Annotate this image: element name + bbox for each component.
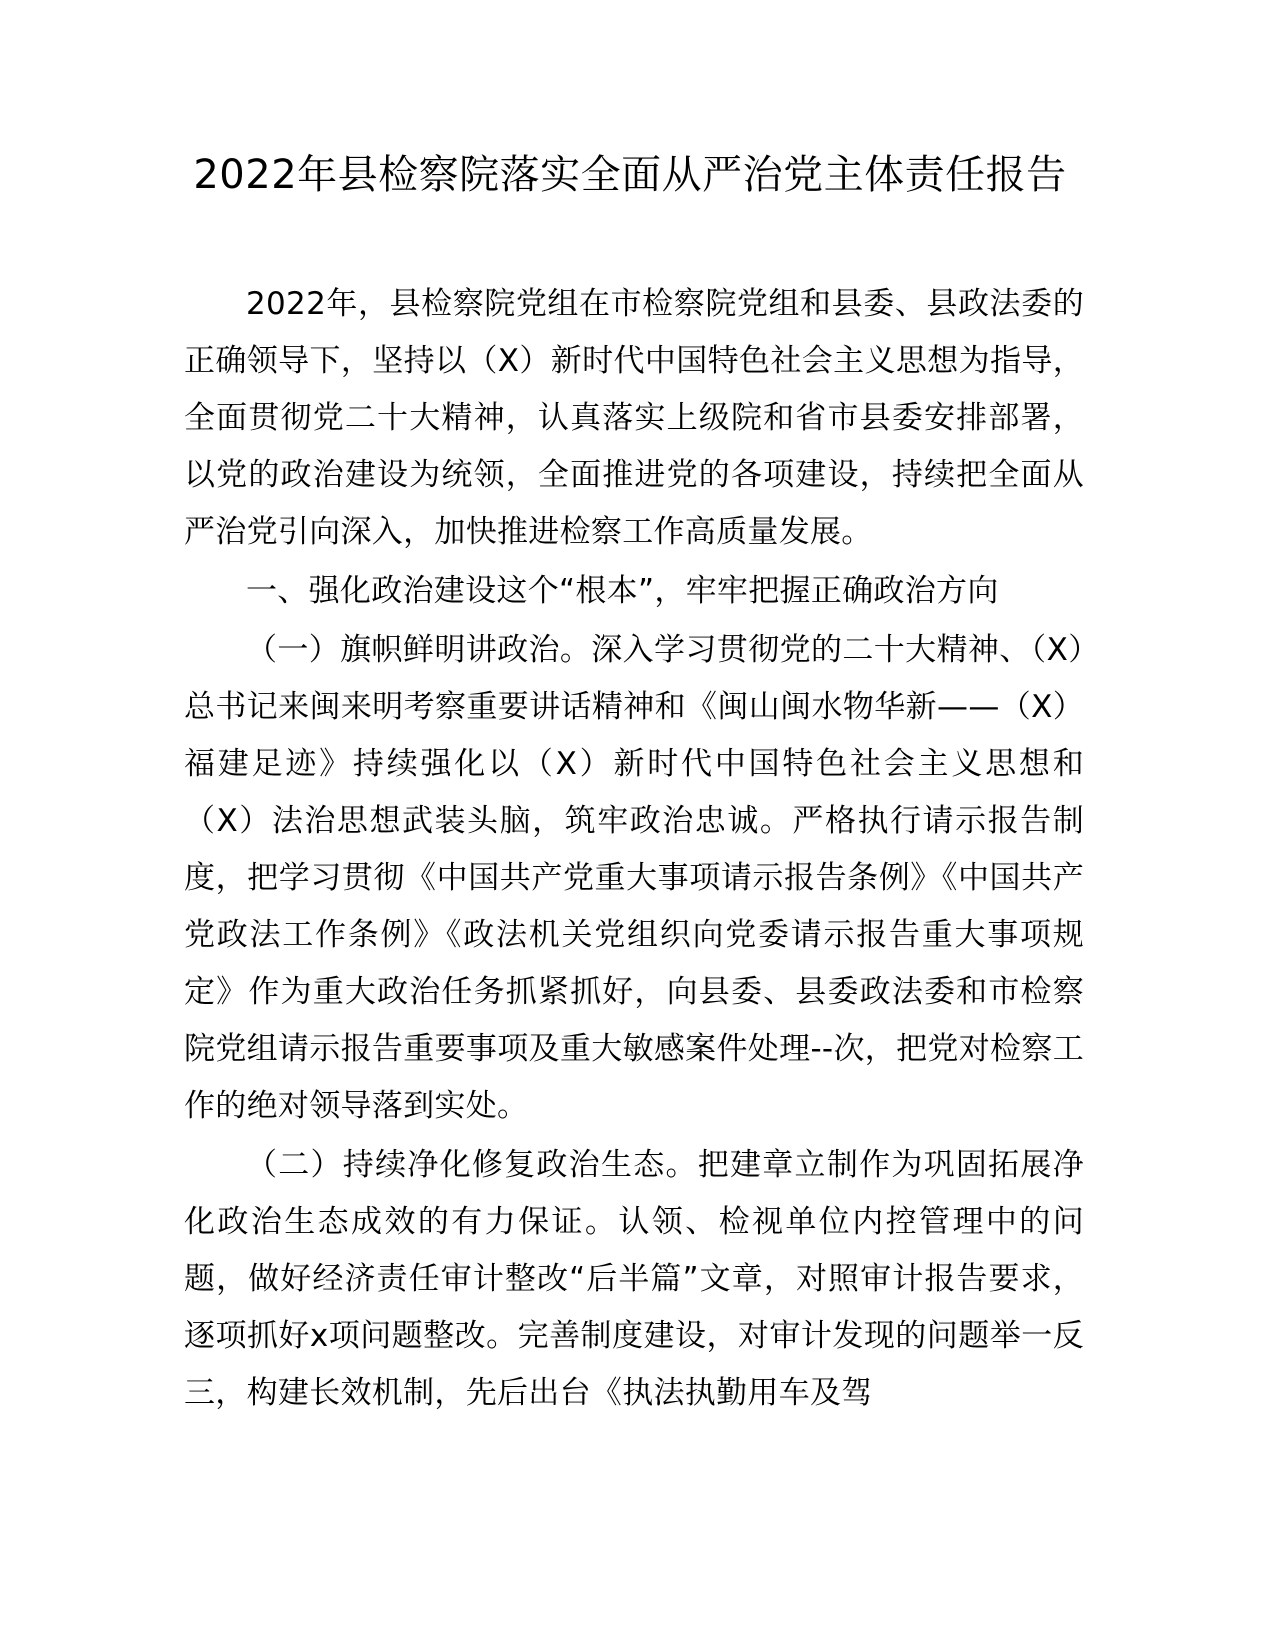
paragraph-subsection-1: （一）旗帜鲜明讲政治。深入学习贯彻党的二十大精神、（X）总书记来闽来明考察重要讲话精神和《闽山闽水物华新——（X）福建足迹》持续强化以（X）新时代中国特色社会主义思想和（X）法治思想武装头脑，筑牢政治忠诚。严格执行请示报告制度，把学习贯彻《中国共产党重大事项请示报告条例》《中国共产党政法工作条例》《政法机关党组织向党委请示报告重大事项规定》作为重大政治任务抓紧抓好，向县委、县委政法委和市检察院党组请示报告重要事项及重大敏感案件处理--次，把党对检察工作的绝对领导落到实处。 xyxy=(184,632,1084,1124)
paragraph-intro: 2022年，县检察院党组在市检察院党组和县委、县政法委的正确领导下，坚持以（X）新时代中国特色社会主义思想为指导，全面贯彻党二十大精神，认真落实上级院和省市县委安排部署，以党的政治建设为统领，全面推进党的各项建设，持续把全面从严治党引向深入，加快推进检察工作高质量发展。 xyxy=(184,286,1084,550)
paragraph-subsection-2: （二）持续净化修复政治生态。把建章立制作为巩固拓展净化政治生态成效的有力保证。认领、检视单位内控管理中的问题，做好经济责任审计整改“后半篇”文章，对照审计报告要求，逐项抓好x项问题整改。完善制度建设，对审计发现的问题举一反三，构建长效机制，先后出台《执法执勤用车及驾 xyxy=(184,1147,1084,1411)
section-heading-1: 一、强化政治建设这个“根本”，牢牢把握正确政治方向 xyxy=(246,573,999,609)
document-title: 2022年县检察院落实全面从严治党主体责任报告 xyxy=(193,152,1067,198)
document-body xyxy=(184,276,1084,1422)
